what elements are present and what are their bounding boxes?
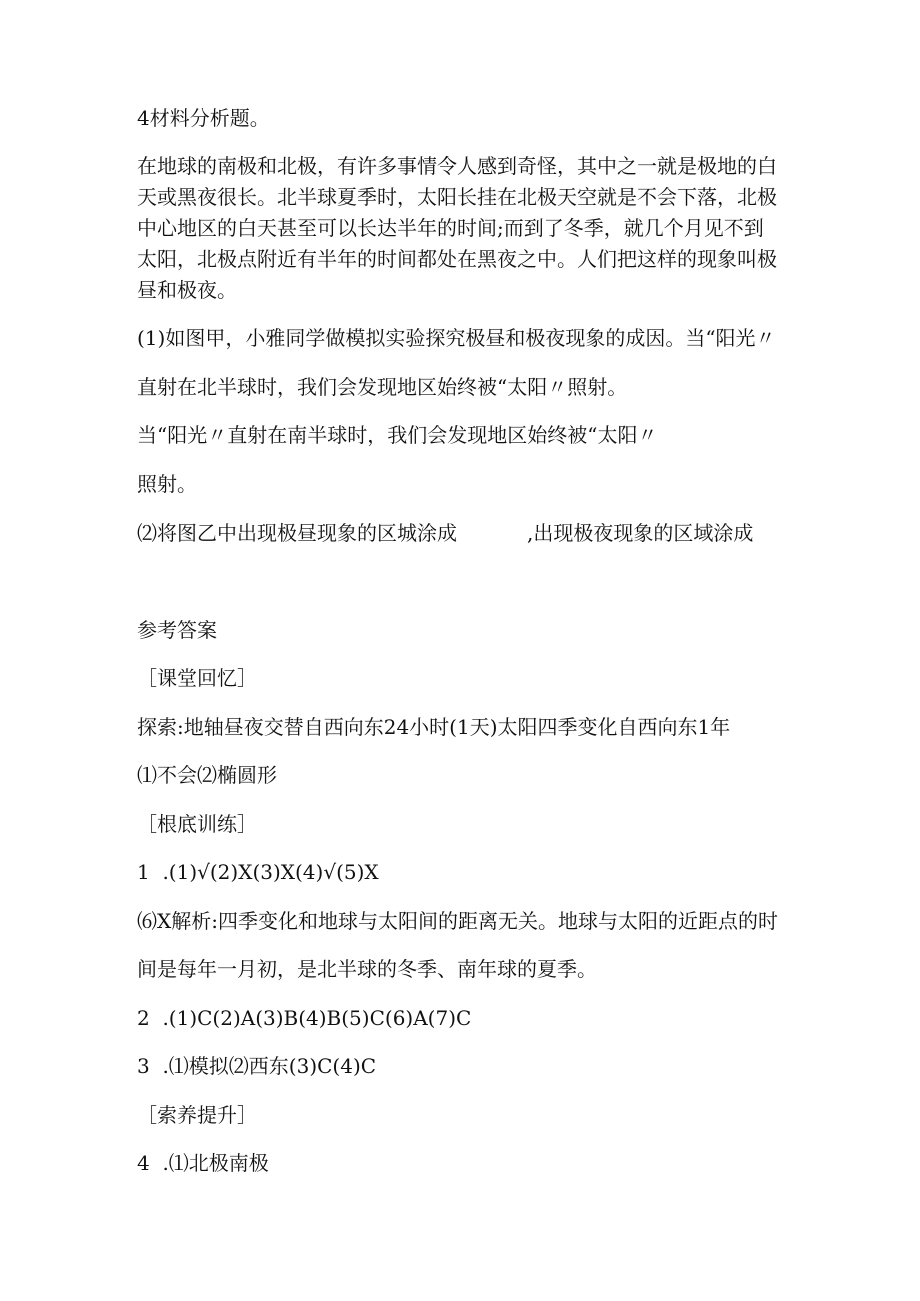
passage-line-4: 太阳，北极点附近有半年的时间都处在黑夜之中。人们把这样的现象叫极 [137, 247, 777, 271]
part2-text-b: ,出现极夜现象的区域涂成 [527, 521, 754, 545]
part1-line-2: 直射在北半球时，我们会发现地区始终被“太阳〃照射。 [137, 375, 628, 399]
passage-line-1: 在地球的南极和北极，有许多事情令人感到奇怪，其中之一就是极地的白 [137, 154, 777, 178]
question-heading: 4材料分析题。 [137, 106, 270, 130]
review-line-2: ⑴不会⑵椭圆形 [137, 763, 277, 787]
review-line-1: 探索:地轴昼夜交替自西向东24小时(1天)太阳四季变化自西向东1年 [137, 715, 731, 739]
basic-answer-1b: ⑹X解析:四季变化和地球与太阳间的距离无关。地球与太阳的近距点的时 [137, 909, 778, 933]
advanced-heading: ［索养提升］ [137, 1103, 257, 1127]
part1-line-3: 当“阳光〃直射在南半球时，我们会发现地区始终被“太阳〃 [137, 423, 658, 447]
basic-answer-2: 2 .(1)C(2)A(3)B(4)B(5)C(6)A(7)C [137, 1006, 472, 1030]
review-heading: ［课堂回忆］ [137, 666, 257, 690]
passage-line-2: 天或黑夜很长。北半球夏季时，太阳长挂在北极天空就是不会下落，北极 [137, 185, 777, 209]
basic-answer-1c: 间是每年一月初，是北半球的冬季、南年球的夏季。 [137, 957, 597, 981]
part1-line-4: 照射。 [137, 472, 197, 496]
passage-line-3: 中心地区的白天甚至可以长达半年的时间;而到了冬季，就几个月见不到 [137, 216, 764, 240]
basic-heading: ［根底训练］ [137, 812, 257, 836]
answers-title: 参考答案 [137, 618, 217, 642]
part2-line [137, 519, 753, 547]
part1-line-1: (1)如图甲，小雅同学做模拟实验探究极昼和极夜现象的成因。当“阳光〃 [137, 326, 776, 350]
advanced-answer-4: 4 .⑴北极南极 [137, 1151, 269, 1175]
passage-line-5: 昼和极夜。 [137, 278, 237, 302]
basic-answer-1a: 1 .(1)√(2)X(3)X(4)√(5)X [137, 860, 379, 884]
part2-text-a: ⑵将图乙中出现极昼现象的区城涂成 [137, 521, 457, 545]
basic-answer-3: 3 .⑴模拟⑵西东(3)C(4)C [137, 1054, 377, 1078]
